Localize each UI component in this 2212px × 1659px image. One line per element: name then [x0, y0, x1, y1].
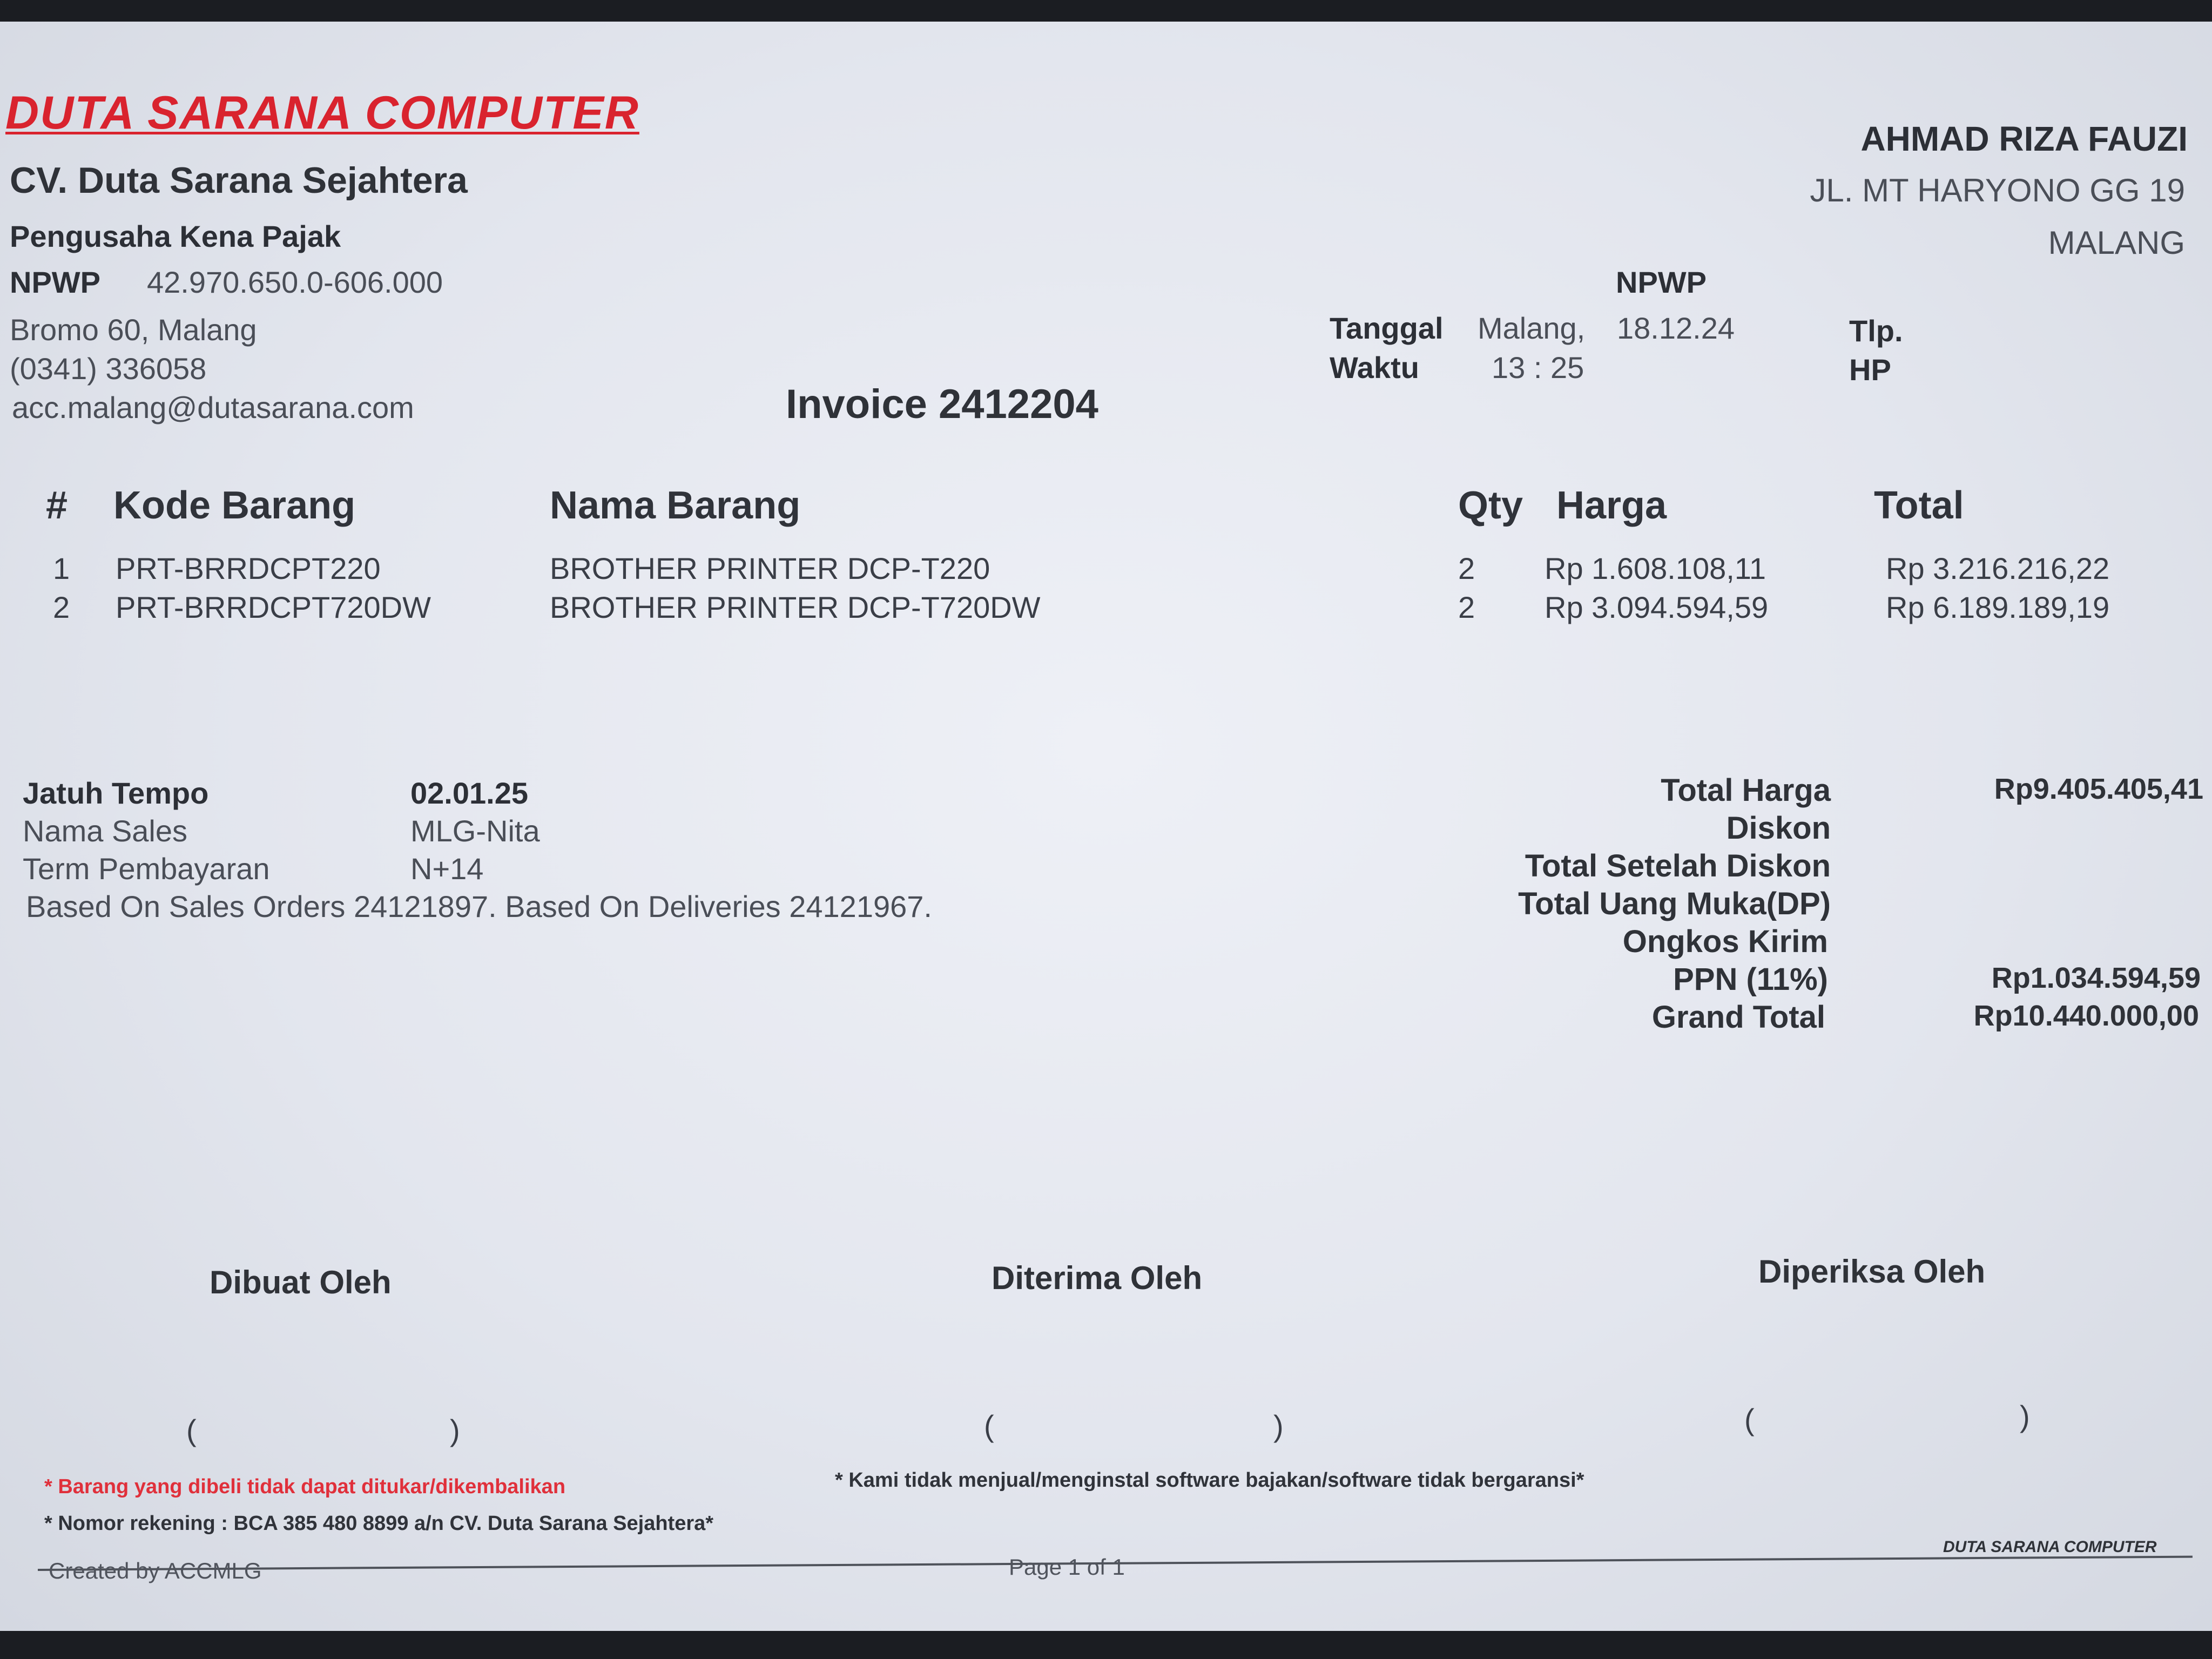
- due-date-label: Jatuh Tempo: [23, 776, 209, 810]
- page-number: Page 1 of 1: [1009, 1554, 1125, 1580]
- col-header-name: Nama Barang: [550, 484, 801, 527]
- signature-close-paren: ): [450, 1413, 460, 1447]
- seller-npwp-value: 42.970.650.0-606.000: [147, 265, 443, 299]
- grand-total-value: Rp10.440.000,00: [1973, 1000, 2199, 1032]
- vat-value: Rp1.034.594,59: [1991, 962, 2201, 994]
- made-by-label: Dibuat Oleh: [210, 1264, 392, 1300]
- invoice-title: Invoice 2412204: [786, 381, 1098, 427]
- row-price: Rp 3.094.594,59: [1545, 590, 1769, 624]
- brand-logo-text: DUTA SARANA COMPUTER: [5, 87, 639, 139]
- row-qty: 2: [1458, 590, 1475, 624]
- company-name: CV. Duta Sarana Sejahtera: [10, 160, 468, 201]
- time-value: 13 : 25: [1492, 350, 1584, 385]
- row-price: Rp 1.608.108,11: [1545, 551, 1766, 585]
- time-label: Waktu: [1330, 350, 1419, 385]
- buyer-hp-label: HP: [1849, 353, 1891, 387]
- created-by: Created by ACCMLG: [49, 1558, 262, 1583]
- buyer-npwp-label: NPWP: [1616, 265, 1707, 299]
- seller-npwp-label: NPWP: [10, 265, 100, 299]
- sales-name-value: MLG-Nita: [410, 814, 540, 848]
- row-qty: 2: [1458, 551, 1475, 585]
- date-label: Tanggal: [1330, 311, 1444, 345]
- date-place: Malang,: [1478, 311, 1586, 345]
- checked-by-label: Diperiksa Oleh: [1758, 1253, 1986, 1290]
- col-header-code: Kode Barang: [113, 484, 356, 527]
- row-name: BROTHER PRINTER DCP-T720DW: [550, 590, 1041, 624]
- footer-logo: DUTA SARANA COMPUTER: [1943, 1538, 2157, 1556]
- order-reference: Based On Sales Orders 24121897. Based On Deliveries 24121967.: [26, 889, 932, 923]
- total-price-value: Rp9.405.405,41: [1994, 773, 2203, 805]
- software-note: * Kami tidak menjual/menginstal software bajakan/software tidak bergaransi*: [835, 1469, 1584, 1492]
- signature-close-paren: ): [2020, 1399, 2030, 1433]
- due-date-value: 02.01.25: [410, 776, 528, 810]
- signature-open-paren: (: [984, 1409, 994, 1443]
- row-code: PRT-BRRDCPT220: [116, 551, 381, 585]
- row-total: Rp 6.189.189,19: [1886, 590, 2110, 624]
- col-header-price: Harga: [1556, 484, 1667, 527]
- grand-total-label: Grand Total: [1651, 1000, 1825, 1035]
- row-name: BROTHER PRINTER DCP-T220: [550, 551, 990, 585]
- bank-account-note: * Nomor rekening : BCA 385 480 8899 a/n CV. Duta Sarana Sejahtera*: [44, 1512, 714, 1535]
- seller-address: Bromo 60, Malang: [10, 313, 257, 347]
- date-value: 18.12.24: [1617, 311, 1735, 345]
- buyer-name: AHMAD RIZA FAUZI: [1860, 119, 2188, 158]
- seller-phone: (0341) 336058: [10, 352, 207, 386]
- buyer-address: JL. MT HARYONO GG 19: [1810, 172, 2185, 208]
- total-price-label: Total Harga: [1661, 773, 1831, 808]
- after-discount-label: Total Setelah Diskon: [1525, 848, 1831, 884]
- col-header-qty: Qty: [1458, 484, 1523, 527]
- down-payment-label: Total Uang Muka(DP): [1518, 886, 1831, 921]
- received-by-label: Diterima Oleh: [992, 1260, 1203, 1296]
- row-number: 2: [53, 590, 70, 624]
- row-total: Rp 3.216.216,22: [1886, 551, 2110, 585]
- seller-email: acc.malang@dutasarana.com: [12, 390, 414, 424]
- sales-name-label: Nama Sales: [23, 814, 188, 848]
- col-header-total: Total: [1874, 484, 1964, 527]
- shipping-cost-label: Ongkos Kirim: [1622, 924, 1828, 959]
- buyer-tlp-label: Tlp.: [1849, 314, 1903, 348]
- row-code: PRT-BRRDCPT720DW: [116, 590, 431, 624]
- payment-term-label: Term Pembayaran: [23, 852, 270, 886]
- discount-label: Diskon: [1726, 811, 1831, 846]
- vat-label: PPN (11%): [1673, 962, 1828, 997]
- signature-open-paren: (: [1744, 1402, 1755, 1437]
- signature-open-paren: (: [186, 1413, 197, 1447]
- col-header-number: #: [46, 484, 68, 527]
- buyer-city: MALANG: [2048, 225, 2185, 261]
- no-return-note: * Barang yang dibeli tidak dapat ditukar/dikembalikan: [44, 1475, 566, 1498]
- payment-term-value: N+14: [410, 852, 484, 886]
- signature-close-paren: ): [1273, 1409, 1284, 1443]
- invoice-paper: [0, 22, 2212, 1631]
- row-number: 1: [53, 551, 70, 585]
- tax-status: Pengusaha Kena Pajak: [10, 219, 341, 253]
